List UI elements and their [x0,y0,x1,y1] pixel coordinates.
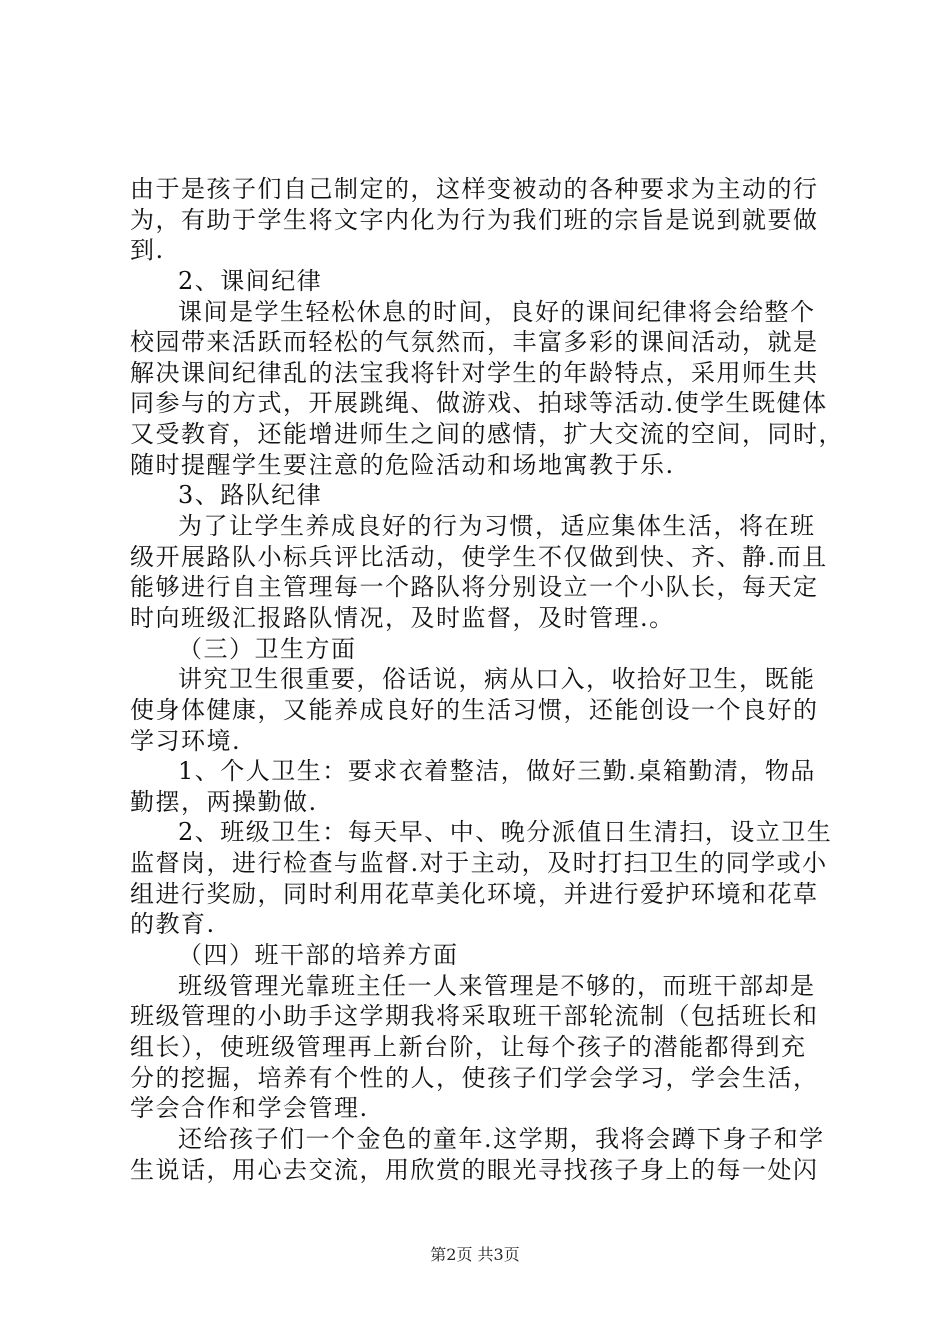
text-line: 生说话，用心去交流，用欣赏的眼光寻找孩子身上的每一处闪 [130,1155,819,1184]
text-line: 校园带来活跃而轻松的气氛然而，丰富多彩的课间活动，就是 [130,328,819,357]
text-line: 为了让学生养成良好的行为习惯，适应集体生活，将在班 [178,512,816,541]
text-line: 2、课间纪律 [178,266,323,295]
text-line: 1、个人卫生：要求衣着整洁，做好三勤.桌箱勤清，物品 [178,757,816,786]
text-line: 学会合作和学会管理. [130,1094,369,1123]
text-line: 到. [130,236,165,265]
text-line: 由于是孩子们自己制定的，这样变被动的各种要求为主动的行 [130,175,819,203]
text-line: 还给孩子们一个金色的童年.这学期，我将会蹲下身子和学 [178,1124,825,1153]
text-line: 2、班级卫生：每天早、中、晚分派值日生清扫，设立卫生 [178,818,833,847]
text-line: 为，有助于学生将文字内化为行为我们班的宗旨是说到就要做 [130,205,819,234]
text-line: 班级管理的小助手这学期我将采取班干部轮流制（包括班长和 [130,1002,819,1031]
text-line: 学习环境. [130,726,242,755]
text-line: 级开展路队小标兵评比活动，使学生不仅做到快、齐、静.而且 [130,542,828,571]
text-line: （三）卫生方面 [178,634,357,663]
text-line: 组进行奖励，同时利用花草美化环境，并进行爱护环境和花草 [130,879,819,908]
text-line: 班级管理光靠班主任一人来管理是不够的，而班干部却是 [178,971,816,1000]
text-line: 使身体健康，又能养成良好的生活习惯，还能创设一个良好的 [130,695,819,724]
text-line: 课间是学生轻松休息的时间，良好的课间纪律将会给整个 [178,297,816,326]
text-line: 监督岗，进行检查与监督.对于主动，及时打扫卫生的同学或小 [130,849,828,878]
text-line: 的教育. [130,910,216,939]
text-line: 又受教育，还能增进师生之间的感情，扩大交流的空间，同时， [130,420,844,449]
text-line: 讲究卫生很重要，俗话说，病从口入，收拾好卫生，既能 [178,665,816,694]
text-line: 能够进行自主管理每一个路队将分别设立一个小队长，每天定 [130,573,819,602]
page-number-label: 第2页 共3页 [430,1245,520,1264]
text-line: 3、路队纪律 [178,481,323,510]
text-line: 分的挖掘，培养有个性的人，使孩子们学会学习，学会生活， [130,1063,819,1092]
text-line: 时向班级汇报路队情况，及时监督，及时管理.。 [130,603,675,632]
page-footer [0,1242,950,1265]
text-line: （四）班干部的培养方面 [178,941,459,970]
document-body [130,174,844,1185]
text-line: 解决课间纪律乱的法宝我将针对学生的年龄特点，采用师生共 [130,358,819,387]
text-line: 同参与的方式，开展跳绳、做游戏、拍球等活动.使学生既健体 [130,389,828,418]
text-line: 勤摆，两操勤做. [130,787,318,816]
text-line: 随时提醒学生要注意的危险活动和场地寓教于乐. [130,450,675,479]
text-line: 组长），使班级管理再上新台阶，让每个孩子的潜能都得到充 [130,1032,807,1061]
